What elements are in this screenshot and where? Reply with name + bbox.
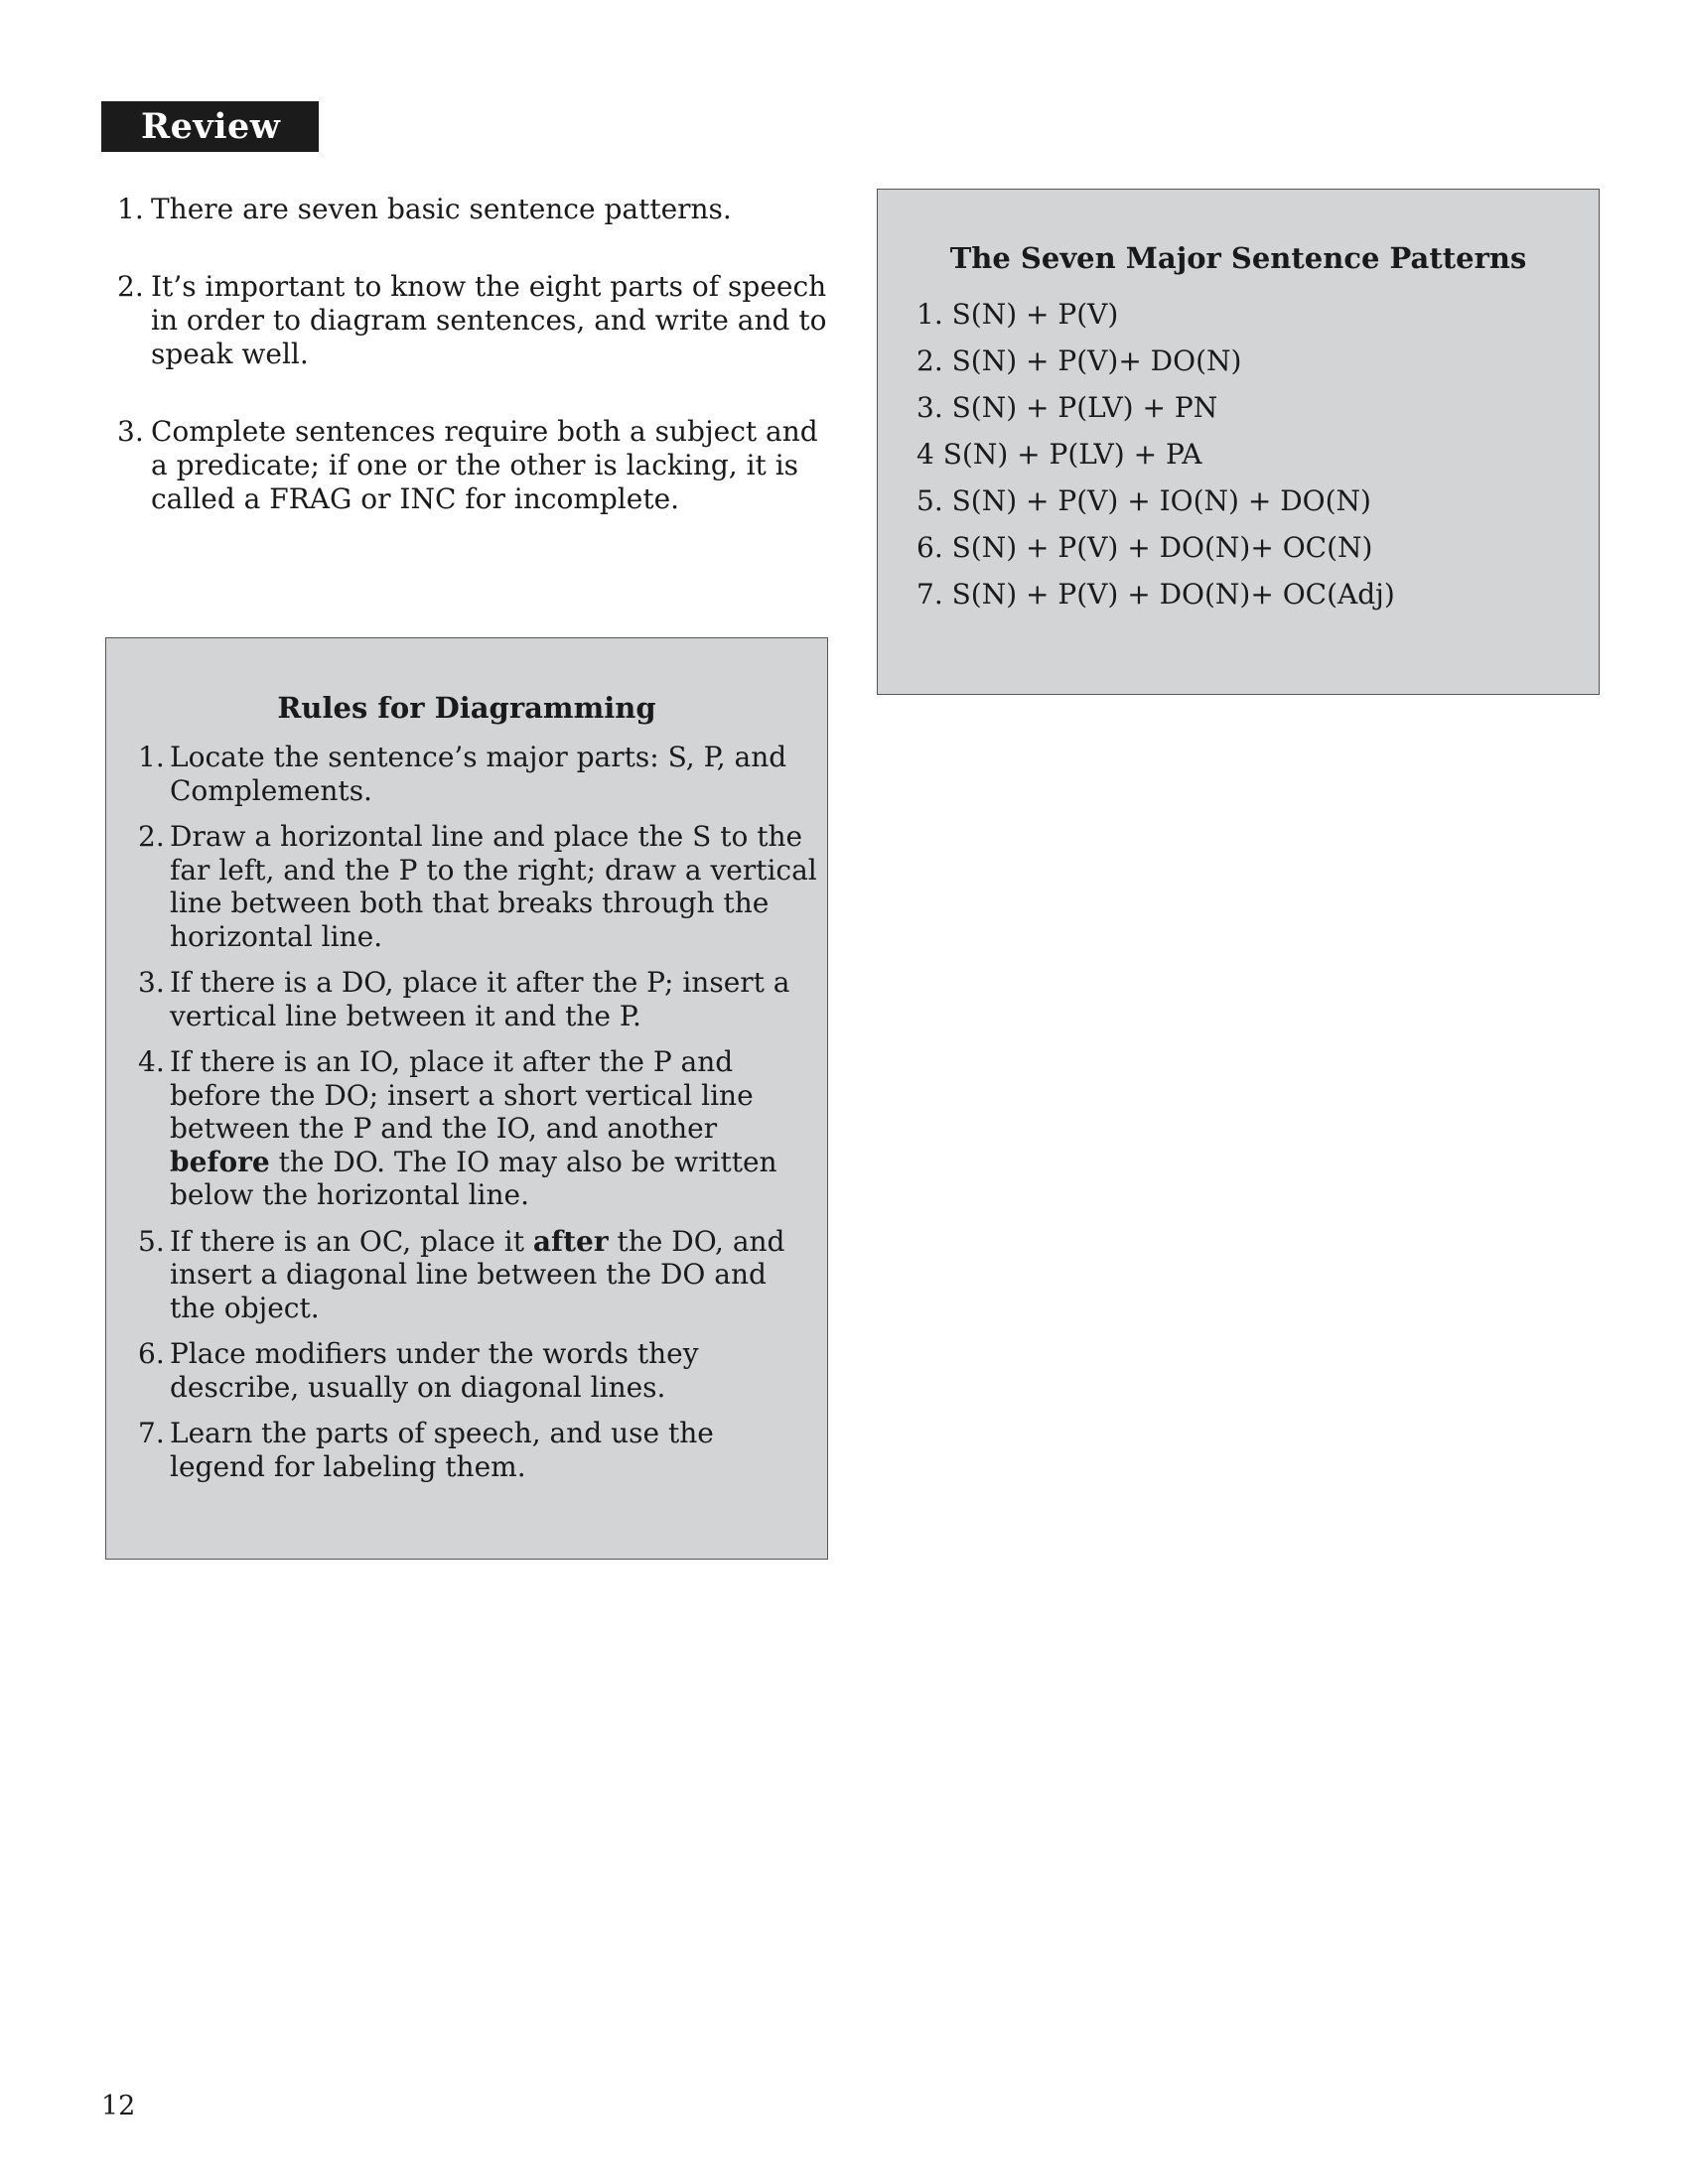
pattern-item: 4 S(N) + P(LV) + PA: [916, 438, 1202, 471]
rule-text: [170, 1045, 817, 1212]
rule-item: [138, 741, 817, 807]
rules-for-diagramming-box: [105, 637, 828, 1560]
pattern-item: 2. S(N) + P(V)+ DO(N): [916, 344, 1242, 377]
rule-item: [138, 820, 817, 953]
rule-item: [138, 1225, 817, 1325]
rule-text-part: If there is an OC, place it: [170, 1224, 533, 1258]
rule-number: 6.: [138, 1337, 165, 1370]
sentence-patterns-list: [878, 291, 1599, 617]
list-item: [117, 415, 827, 516]
pattern-item: 3. S(N) + P(LV) + PN: [916, 391, 1218, 424]
list-item-number: 3.: [117, 415, 144, 448]
rule-text: Draw a horizontal line and place the S to the far left, and the P to the right; draw a vertical line between both that breaks through the horizontal line.: [170, 820, 817, 953]
pattern-item: 1. S(N) + P(V): [916, 298, 1119, 331]
rule-text: Place modifiers under the words they describe, usually on diagonal lines.: [170, 1337, 699, 1404]
rule-number: 4.: [138, 1045, 165, 1078]
rule-number: 7.: [138, 1417, 165, 1449]
rule-item: [138, 1337, 817, 1404]
review-list: [117, 193, 827, 560]
list-item: [117, 193, 827, 226]
list-item-text: It’s important to know the eight parts of speech in order to diagram sentences, and write and to speak well.: [151, 270, 827, 370]
review-heading: Review: [101, 101, 319, 152]
rule-text-part: If there is an IO, place it after the P and before the DO; insert a short vertical line between the P and the IO, and another: [170, 1045, 754, 1145]
sentence-patterns-title: The Seven Major Sentence Patterns: [949, 241, 1527, 275]
rule-text: Learn the parts of speech, and use the legend for labeling them.: [170, 1417, 714, 1483]
list-item: [117, 270, 827, 371]
rule-item: [138, 1045, 817, 1212]
rule-emphasis: after: [532, 1224, 609, 1258]
list-item-text: There are seven basic sentence patterns.: [151, 193, 732, 225]
rule-item: [138, 1417, 817, 1483]
rule-text: If there is a DO, place it after the P; insert a vertical line between it and the P.: [170, 966, 790, 1032]
page-number: 12: [101, 2091, 136, 2121]
rule-number: 3.: [138, 966, 165, 999]
list-item-number: 1.: [117, 193, 144, 225]
rule-number: 2.: [138, 820, 165, 853]
rule-text: [170, 1225, 817, 1325]
rules-title: Rules for Diagramming: [277, 691, 656, 725]
rule-text: Locate the sentence’s major parts: S, P, and Complements.: [170, 741, 787, 807]
rules-list: [106, 741, 827, 1483]
rule-number: 1.: [138, 741, 165, 773]
sentence-patterns-box: [877, 189, 1600, 695]
rule-text-part: the DO, and insert a diagonal line between the DO and the object.: [170, 1224, 785, 1324]
list-item-number: 2.: [117, 270, 144, 303]
rule-number: 5.: [138, 1224, 165, 1258]
pattern-item: 7. S(N) + P(V) + DO(N)+ OC(Adj): [916, 578, 1395, 611]
rule-text-part: the DO. The IO may also be written below the horizontal line.: [170, 1145, 777, 1211]
pattern-item: 6. S(N) + P(V) + DO(N)+ OC(N): [916, 531, 1373, 564]
rule-emphasis: before: [170, 1145, 270, 1178]
list-item-text: Complete sentences require both a subject and a predicate; if one or the other is lacking, it is called a FRAG or INC for incomplete.: [151, 415, 818, 515]
pattern-item: 5. S(N) + P(V) + IO(N) + DO(N): [916, 484, 1371, 517]
rule-item: [138, 966, 817, 1032]
